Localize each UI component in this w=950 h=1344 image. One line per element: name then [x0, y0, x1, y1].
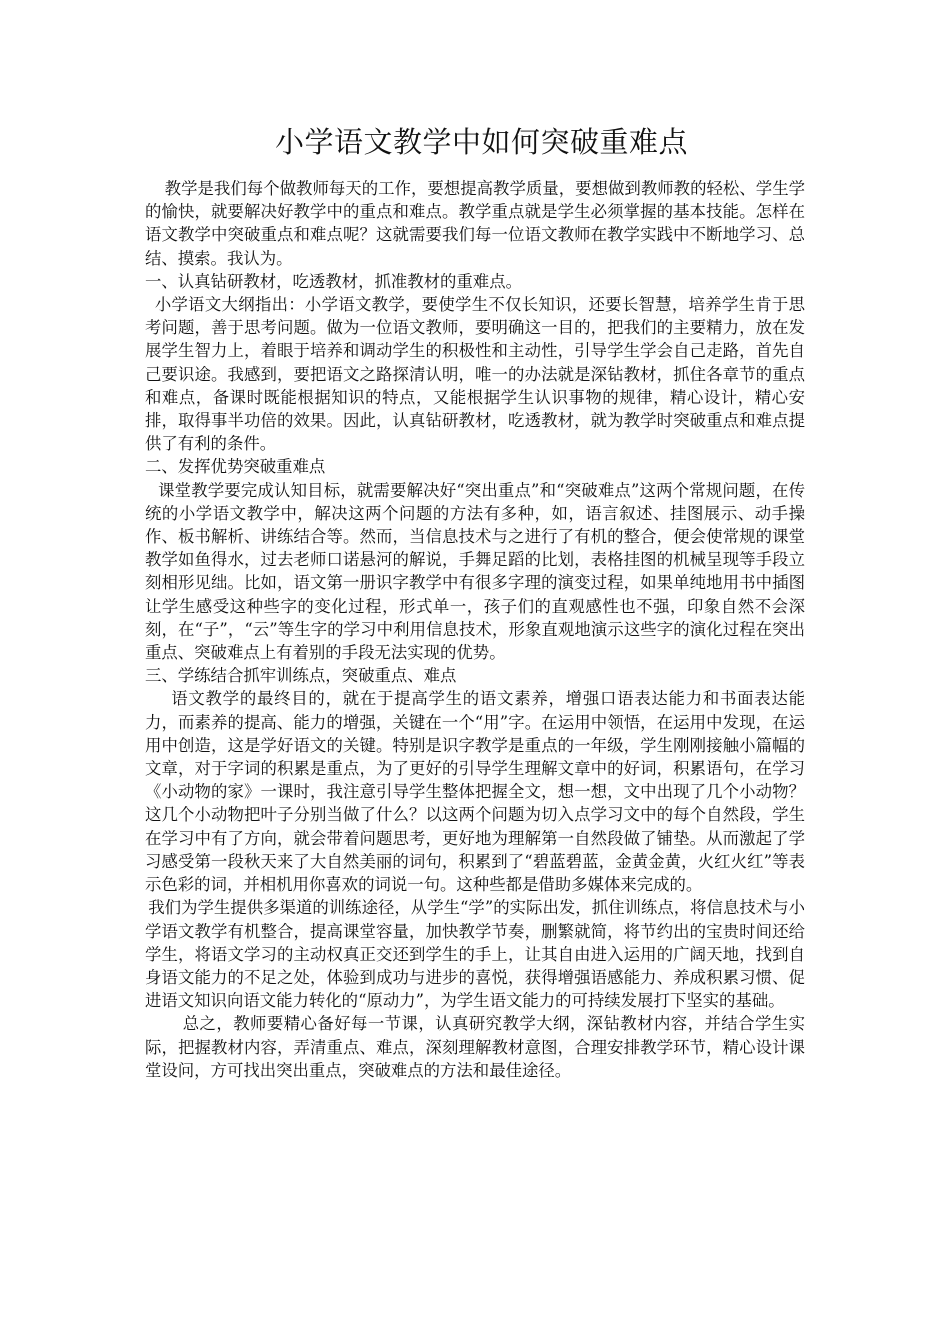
body-paragraph: 教学是我们每个做教师每天的工作，要想提高教学质量，要想做到教师教的轻松、学生学的愉快，就要解决好教学中的重点和难点。教学重点就是学生必须掌握的基本技能。怎样在语文教学中突破重点和难点呢？这就需要我们每一位语文教师在教学实践中不断地学习、总结、摸索。我认为。	[145, 179, 805, 268]
body-paragraph: 小学语文大纲指出：小学语文教学，要使学生不仅长知识，还要长智慧，培养学生肯于思考问题，善于思考问题。做为一位语文教师，要明确这一目的，把我们的主要精力，放在发展学生智力上，着眼于培养和调动学生的积极性和主动性，引导学生学会自己走路，首先自己要识途。我感到，要把语文之路探清认明，唯一的办法就是深钻教材，抓住各章节的重点和难点，备课时既能根据知识的特点，又能根据学生认识事物的规律，精心设计，精心安排，取得事半功倍的效果。因此，认真钻研教材，吃透教材，就为教学时突破重点和难点提供了有利的条件。	[145, 295, 805, 454]
section-heading: 二、发挥优势突破重难点	[145, 457, 326, 477]
document-title: 小学语文教学中如何突破重难点	[275, 125, 689, 159]
body-paragraph: 总之，教师要精心备好每一节课，认真研究教学大纲，深钻教材内容，并结合学生实际，把握教材内容，弄清重点、难点，深刻理解教材意图，合理安排教学环节，精心设计课堂设问，方可找出突出重点，突破难点的方法和最佳途径。	[145, 1014, 805, 1080]
body-paragraph: 课堂教学要完成认知目标，就需要解决好“突出重点”和“突破难点”这两个常规问题，在传统的小学语文教学中，解决这两个问题的方法有多种，如，语言叙述、挂图展示、动手操作、板书解析、讲练结合等。然而，当信息技术与之进行了有机的整合，便会使常规的课堂教学如鱼得水，过去老师口诺悬河的解说，手舞足蹈的比划，表格挂图的机械呈现等手段立刻相形见绌。比如，语文第一册识字教学中有很多字理的演变过程，如果单纯地用书中插图让学生感受这种些字的变化过程，形式单一，孩子们的直观感性也不强，印象自然不会深刻，在“子”，“云”等生字的学习中利用信息技术，形象直观地演示这些字的演化过程在突出重点、突破难点上有着别的手段无法实现的优势。	[145, 480, 805, 663]
document-body	[145, 177, 805, 1082]
section-heading: 三、学练结合抓牢训练点，突破重点、难点	[145, 666, 457, 686]
section-heading: 一、认真钻研教材，吃透教材，抓准教材的重难点。	[145, 271, 522, 291]
body-paragraph: 语文教学的最终目的，就在于提高学生的语文素养，增强口语表达能力和书面表达能力，而素养的提高、能力的增强，关键在一个“用”字。在运用中领悟，在运用中发现，在运用中创造，这是学好语文的关键。特别是识字教学是重点的一年级，学生刚刚接触小篇幅的文章，对于字词的积累是重点，为了更好的引导学生理解文章中的好词，积累语句，在学习《小动物的家》一课时，我注意引导学生整体把握全文，想一想，文中出现了几个小动物？这几个小动物把叶子分别当做了什么？以这两个问题为切入点学习文中的每个自然段，学生在学习中有了方向，就会带着问题思考，更好地为理解第一自然段做了铺垫。从而激起了学习感受第一段秋天来了大自然美丽的词句，积累到了“碧蓝碧蓝，金黄金黄，火红火红”等表示色彩的词，并相机用你喜欢的词说一句。这种些都是借助多媒体来完成的。	[145, 689, 805, 895]
body-paragraph: 我们为学生提供多渠道的训练途径，从学生“学”的实际出发，抓住训练点，将信息技术与小学语文教学有机整合，提高课堂容量，加快教学节奏，删繁就简，将节约出的宝贵时间还给学生，将语文学习的主动权真正交还到学生的手上，让其自由进入运用的广阔天地，找到自身语文能力的不足之处，体验到成功与进步的喜悦，获得增强语感能力、养成积累习惯、促进语文知识向语文能力转化的“原动力”，为学生语文能力的可持续发展打下坚实的基础。	[145, 898, 805, 1011]
